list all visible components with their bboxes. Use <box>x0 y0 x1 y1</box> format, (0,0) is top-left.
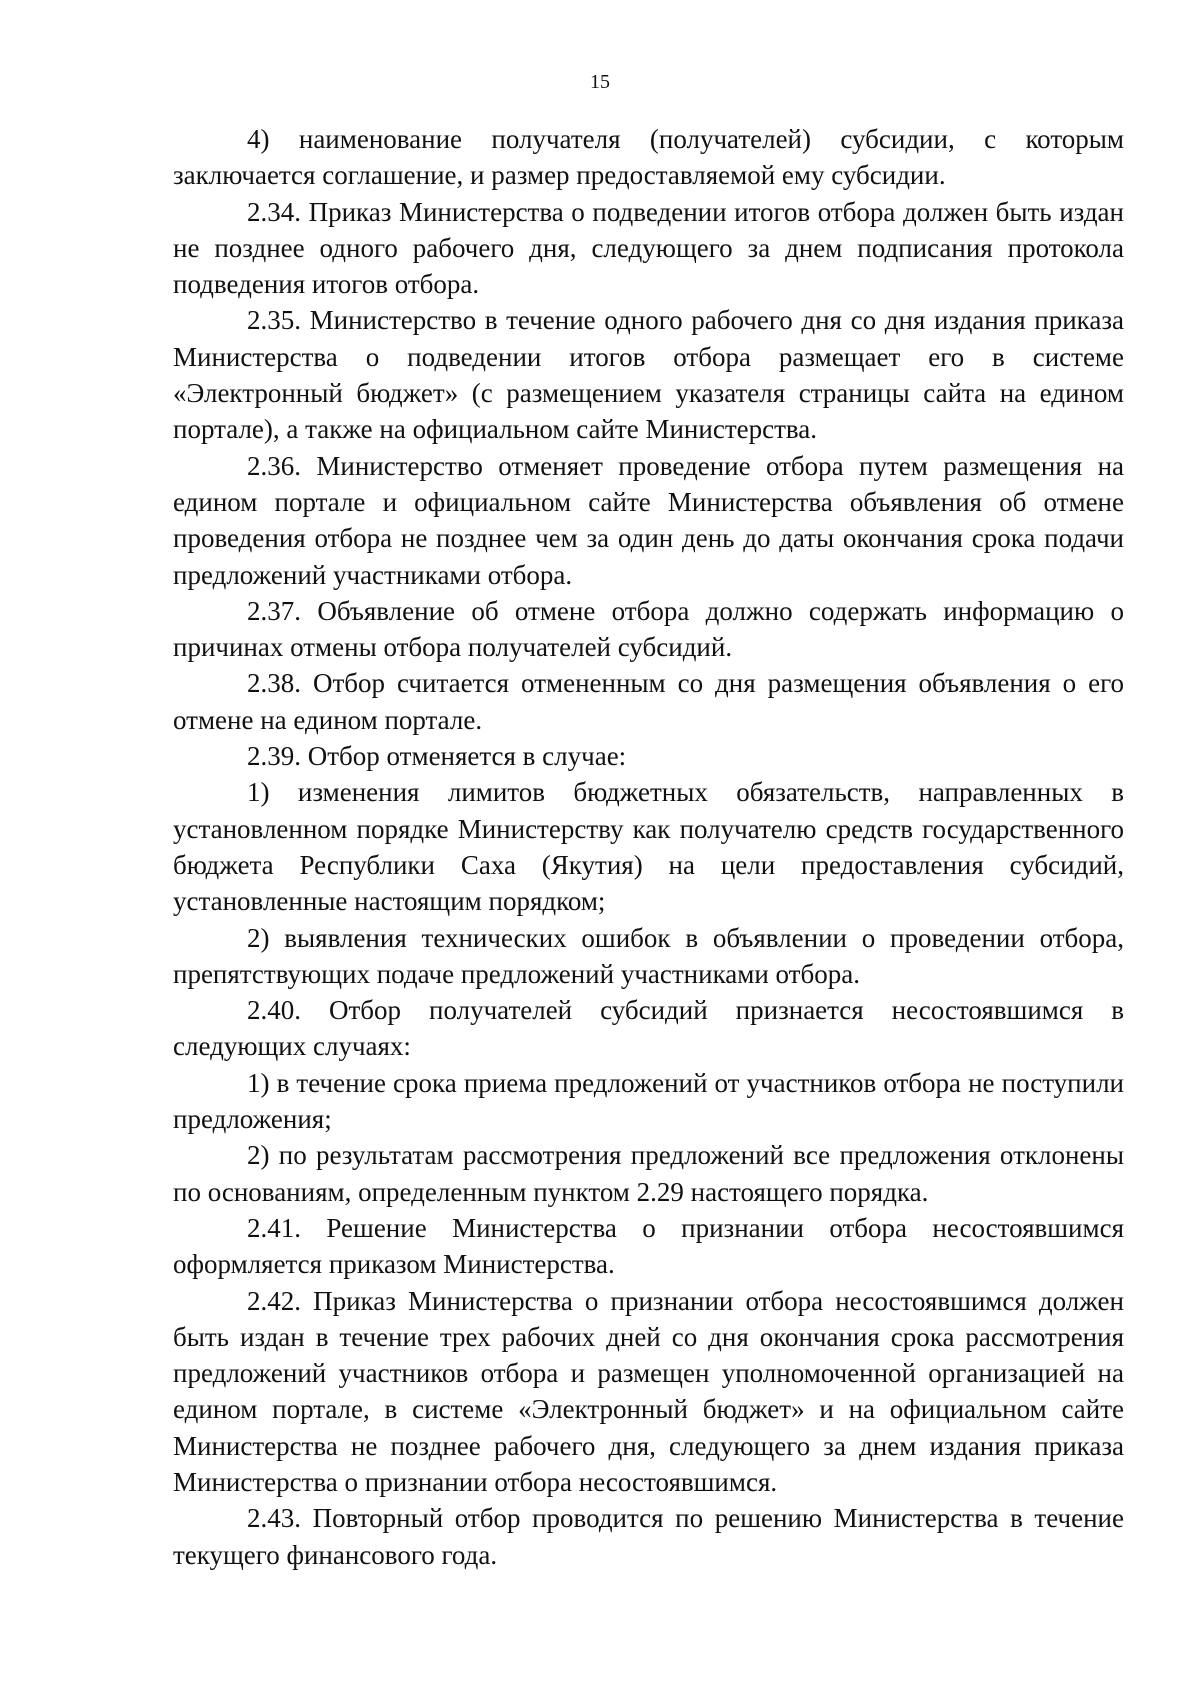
paragraph-2-39-item-2: 2) выявления технических ошибок в объявлении о проведении отбора, препятствующих подаче предложений участниками отбора. <box>173 922 1124 989</box>
paragraph-2-38: 2.38. Отбор считается отмененным со дня размещения объявления о его отмене на едином портале. <box>173 668 1124 735</box>
paragraph-item-4: 4) наименование получателя (получателей) субсидии, с которым заключается соглашение, и размер предоставляемой ему субсидии. <box>173 124 1124 191</box>
paragraph-2-42: 2.42. Приказ Министерства о признании отбора несостоявшимся должен быть издан в течение трех рабочих дней со дня окончания срока рассмотрения предложений участников отбора и размещен уполномоченной организацией на едином портале, в системе «Электронный бюджет» и на официальном сайте Министерства не позднее рабочего дня, следующего за днем издания приказа Министерства о признании отбора несостоявшимся. <box>173 1285 1124 1497</box>
page-number: 15 <box>590 71 610 93</box>
paragraph-2-40-item-1: 1) в течение срока приема предложений от участников отбора не поступили предложения; <box>173 1067 1124 1135</box>
paragraph-2-43: 2.43. Повторный отбор проводится по решению Министерства в течение текущего финансового года. <box>173 1503 1124 1570</box>
paragraph-2-39: 2.39. Отбор отменяется в случае: <box>247 741 627 772</box>
paragraph-2-40-item-2: 2) по результатам рассмотрения предложений все предложения отклонены по основаниям, определенным пунктом 2.29 настоящего порядка. <box>173 1140 1124 1207</box>
paragraph-2-39-item-1: 1) изменения лимитов бюджетных обязательств, направленных в установленном порядке Министерству как получателю средств государственного бюджета Республики Саха (Якутия) на цели предоставления субсидий, установленные настоящим порядком; <box>173 777 1124 917</box>
paragraph-2-41: 2.41. Решение Министерства о признании отбора несостоявшимся оформляется приказом Министерства. <box>173 1212 1124 1280</box>
paragraph-2-36: 2.36. Министерство отменяет проведение отбора путем размещения на едином портале и официальном сайте Министерства объявления об отмене проведения отбора не позднее чем за один день до даты окончания срока подачи предложений участниками отбора. <box>173 450 1124 590</box>
paragraph-2-37: 2.37. Объявление об отмене отбора должно содержать информацию о причинах отмены отбора получателей субсидий. <box>173 595 1124 663</box>
paragraph-2-35: 2.35. Министерство в течение одного рабочего дня со дня издания приказа Министерства о подведении итогов отбора размещает его в системе «Электронный бюджет» (с размещением указателя страницы сайта на едином портале), а также на официальном сайте Министерства. <box>173 305 1124 445</box>
document-body <box>173 121 1124 1573</box>
paragraph-2-34: 2.34. Приказ Министерства о подведении итогов отбора должен быть издан не позднее одного рабочего дня, следующего за днем подписания протокола подведения итогов отбора. <box>173 196 1124 300</box>
paragraph-2-40: 2.40. Отбор получателей субсидий признается несостоявшимся в следующих случаях: <box>173 995 1124 1062</box>
